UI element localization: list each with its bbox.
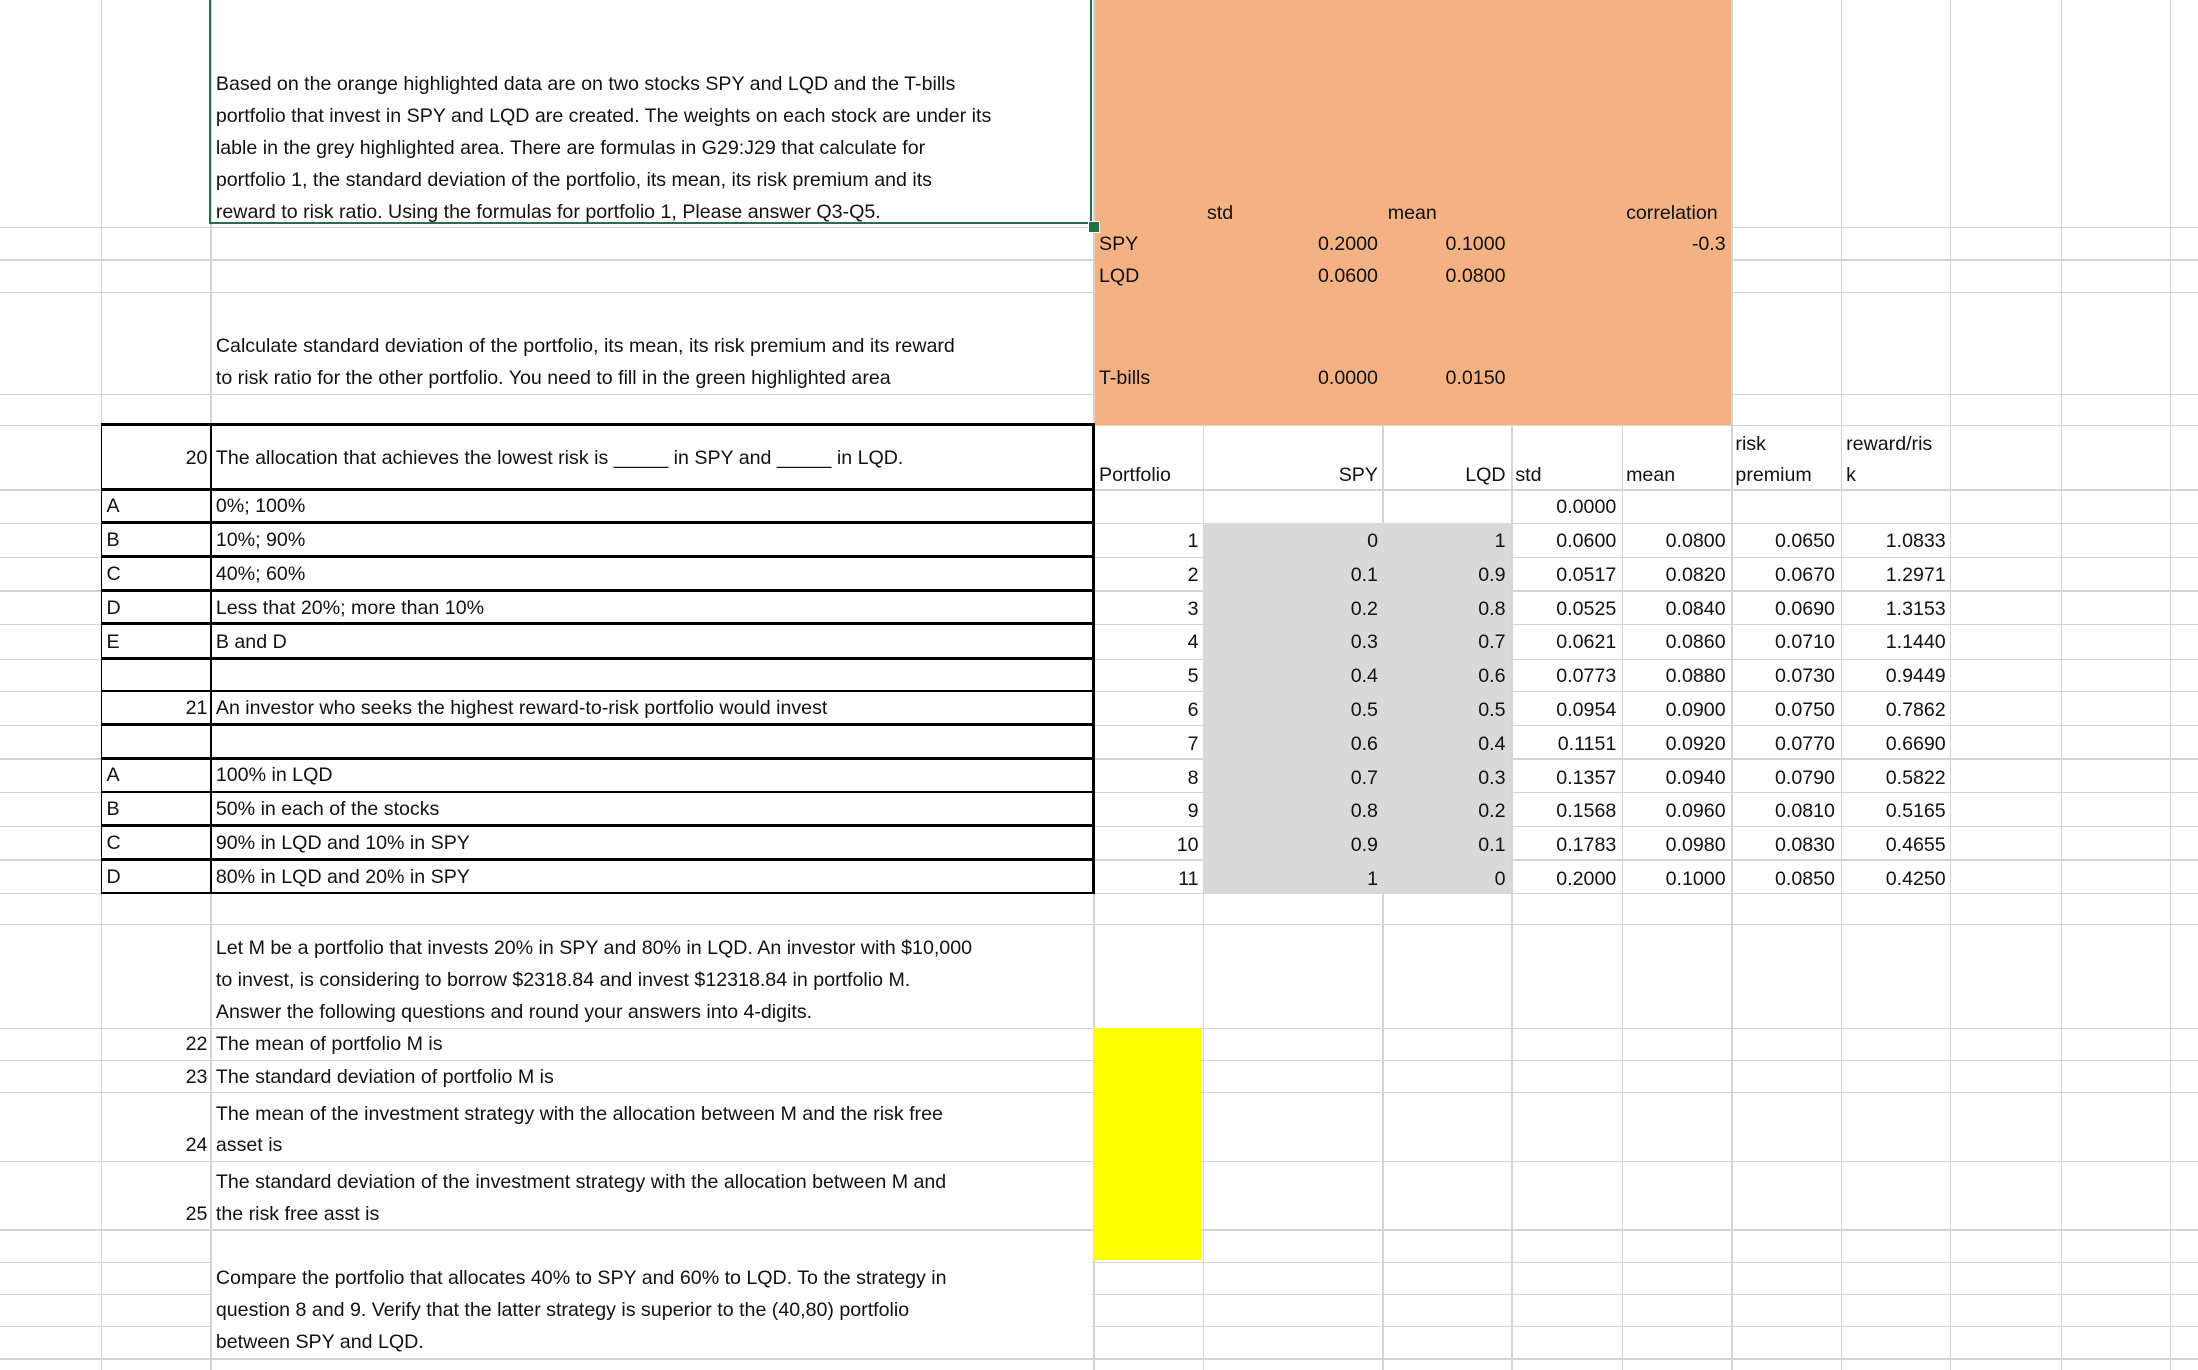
portfolio-mean: 0.0840 [1665,597,1726,620]
reward-risk-ratio: 1.3153 [1885,597,1946,620]
gridline-vertical [1731,0,1732,1370]
table-border [101,657,1095,660]
question-text: The standard deviation of the investment strategy with the allocation between M and [215,1170,947,1193]
spy-weight: 0.7 [1350,766,1378,789]
portfolio-mean: 0.0980 [1665,833,1726,856]
asset-std: 0.2000 [1317,232,1378,255]
correlation-value: -0.3 [1691,232,1726,255]
asset-name: T-bills [1099,367,1151,390]
portfolio-m-text-line: Let M be a portfolio that invests 20% in SPY and 80% in LQD. An investor with $10,000 [215,936,973,959]
question-number: 23 [185,1065,208,1088]
correlation-header: correlation [1626,201,1718,224]
reward-risk-ratio: 1.0833 [1885,529,1946,552]
gridline-vertical [1950,0,1951,1370]
portfolio-mean: 0.0880 [1665,665,1726,688]
portfolio-mean: 0.0860 [1665,631,1726,654]
option-text: 10%; 90% [215,528,306,551]
lqd-weight: 0.6 [1478,665,1506,688]
risk-premium: 0.0790 [1774,766,1835,789]
table-border [101,791,1095,794]
risk-premium: 0.0770 [1774,732,1835,755]
question-text: The mean of the investment strategy with the allocation between M and the risk free [215,1103,943,1126]
risk-premium-header: premium [1735,463,1812,486]
option-letter: B [106,528,120,551]
risk-premium: 0.0830 [1774,833,1835,856]
option-letter: A [106,763,120,786]
table-border [101,824,1095,827]
option-text: 90% in LQD and 10% in SPY [215,831,470,854]
reward-risk-ratio: 0.5165 [1885,800,1946,823]
option-letter: C [106,562,121,585]
option-text: 40%; 60% [215,562,306,585]
portfolio-number: 3 [1187,597,1199,620]
spy-weight: 0.8 [1350,800,1378,823]
portfolio-mean: 0.0900 [1665,698,1726,721]
reward-risk-header: k [1846,463,1856,486]
reward-risk-header: reward/ris [1846,433,1933,456]
option-text: 0%; 100% [215,494,306,517]
reward-risk-ratio: 0.4655 [1885,833,1946,856]
spy-weight: 0.6 [1350,732,1378,755]
compare-text-line: question 8 and 9. Verify that the latter strategy is superior to the (40,80) portfolio [215,1299,910,1322]
intro-text-line: portfolio 1, the standard deviation of the portfolio, its mean, its risk premium and its [215,168,932,191]
reward-risk-ratio: 1.2971 [1885,563,1946,586]
instructions-text-line: Calculate standard deviation of the portfolio, its mean, its risk premium and its reward [215,335,955,358]
portfolio-std: 0.1357 [1556,766,1617,789]
question-text: asset is [215,1134,283,1157]
portfolio-std: 0.2000 [1556,867,1617,890]
portfolio-mean: 0.1000 [1665,867,1726,890]
risk-premium: 0.0650 [1774,529,1835,552]
question-text: An investor who seeks the highest reward-to-risk portfolio would invest [215,696,828,719]
portfolio-number: 4 [1187,631,1199,654]
portfolio-std: 0.0954 [1556,698,1617,721]
lqd-weight-header: LQD [1465,463,1506,486]
portfolio-number: 11 [1178,867,1199,890]
reward-risk-ratio: 0.6690 [1885,732,1946,755]
table-border [101,555,1095,558]
intro-text-line: portfolio that invest in SPY and LQD are created. The weights on each stock are under its [215,104,992,127]
table-border [101,521,1095,524]
option-text: 80% in LQD and 20% in SPY [215,865,470,888]
spy-weight: 0.2 [1350,597,1378,620]
table-border [101,757,1095,760]
lqd-weight: 1 [1494,529,1506,552]
question-number: 20 [185,447,208,470]
option-letter: D [106,596,121,619]
asset-mean: 0.1000 [1445,232,1506,255]
portfolio-number: 10 [1176,833,1199,856]
table-border [1092,425,1095,893]
table-border [210,425,211,893]
table-border [101,723,1095,726]
risk-premium: 0.0690 [1774,597,1835,620]
risk-premium: 0.0730 [1774,665,1835,688]
table-border [101,423,1095,426]
table-border [101,892,1095,895]
lqd-weight: 0.3 [1478,766,1506,789]
gridline-vertical [2061,0,2062,1370]
risk-premium: 0.0810 [1774,800,1835,823]
intro-text-line: Based on the orange highlighted data are on two stocks SPY and LQD and the T-bills [215,72,956,95]
portfolio-mean: 0.0800 [1665,529,1726,552]
mean-header: mean [1626,463,1676,486]
lqd-weight: 0.4 [1478,732,1506,755]
option-letter: D [106,865,121,888]
risk-premium: 0.0750 [1774,698,1835,721]
gridline-horizontal [0,1358,2198,1359]
portfolio-mean: 0.0940 [1665,766,1726,789]
option-text: B and D [215,630,287,653]
asset-name: SPY [1099,232,1139,255]
reward-risk-ratio: 0.4250 [1885,867,1946,890]
highlight [1093,1028,1201,1261]
portfolio-mean: 0.0820 [1665,563,1726,586]
portfolio-std: 0.1151 [1557,732,1617,755]
option-letter: C [106,831,121,854]
spy-weight: 0.4 [1350,665,1378,688]
table-border [101,425,102,893]
option-letter: E [106,630,120,653]
gridline-vertical [1841,0,1842,1370]
question-number: 21 [185,696,208,719]
risk-premium: 0.0850 [1774,867,1835,890]
spy-weight: 0.1 [1350,563,1378,586]
portfolio-number: 5 [1187,665,1199,688]
question-number: 25 [185,1202,208,1225]
portfolio-std: 0.0621 [1556,631,1617,654]
portfolio-std: 0.1568 [1556,800,1617,823]
portfolio-number: 2 [1187,563,1199,586]
risk-premium: 0.0710 [1774,631,1835,654]
asset-std: 0.0000 [1317,367,1378,390]
portfolio-mean: 0.0960 [1665,800,1726,823]
reward-risk-ratio: 0.9449 [1885,665,1946,688]
reward-risk-ratio: 1.1440 [1885,631,1946,654]
spy-weight-header: SPY [1338,463,1378,486]
lqd-weight: 0.5 [1478,698,1506,721]
lqd-weight: 0.8 [1478,597,1506,620]
lqd-weight: 0.9 [1478,563,1506,586]
gridline-vertical [2170,0,2171,1370]
portfolio-header: Portfolio [1099,463,1171,486]
portfolio-std: 0.0517 [1556,563,1617,586]
instructions-text-line: to risk ratio for the other portfolio. You need to fill in the green highlighted area [215,367,891,390]
portfolio-number: 1 [1187,529,1199,552]
spy-weight: 0.9 [1350,833,1378,856]
mean-header: mean [1387,201,1437,224]
question-text: The allocation that achieves the lowest risk is _____ in SPY and _____ in LQD. [215,447,904,470]
option-letter: A [106,494,120,517]
reward-risk-ratio: 0.7862 [1885,698,1946,721]
portfolio-std: 0.1783 [1556,833,1617,856]
intro-text-line: lable in the grey highlighted area. There are formulas in G29:J29 that calculate for [215,136,926,159]
option-text: Less that 20%; more than 10% [215,596,485,619]
lqd-weight: 0.7 [1478,631,1506,654]
spy-weight: 0.5 [1350,698,1378,721]
table-border [101,690,1095,693]
table-border [101,488,1095,491]
compare-text-line: between SPY and LQD. [215,1331,424,1354]
lqd-weight: 0 [1494,867,1506,890]
option-letter: B [106,797,120,820]
question-number: 24 [185,1134,208,1157]
table-border [101,589,1095,592]
intro-text-line: reward to risk ratio. Using the formulas for portfolio 1, Please answer Q3-Q5. [215,200,881,223]
table-border [101,622,1095,625]
tbill-std-value: 0.0000 [1556,496,1617,519]
portfolio-m-text-line: to invest, is considering to borrow $2318.84 and invest $12318.84 in portfolio M. [215,968,911,991]
spy-weight: 0.3 [1350,631,1378,654]
table-border [101,858,1095,861]
portfolio-std: 0.0600 [1556,529,1617,552]
portfolio-mean: 0.0920 [1665,732,1726,755]
question-number: 22 [185,1033,208,1056]
option-text: 50% in each of the stocks [215,797,440,820]
std-header: std [1515,463,1542,486]
std-header: std [1206,201,1234,224]
spy-weight: 1 [1367,867,1378,890]
lqd-weight: 0.1 [1478,833,1506,856]
question-text: The mean of portfolio M is [215,1033,443,1056]
asset-mean: 0.0800 [1445,264,1506,287]
risk-premium-header: risk [1735,433,1766,456]
question-text: the risk free asst is [215,1202,380,1225]
compare-text-line: Compare the portfolio that allocates 40% to SPY and 60% to LQD. To the strategy in [215,1267,947,1290]
portfolio-std: 0.0525 [1556,597,1617,620]
portfolio-number: 7 [1187,732,1199,755]
spy-weight: 0 [1367,529,1378,552]
portfolio-number: 6 [1187,698,1199,721]
asset-name: LQD [1099,264,1140,287]
risk-premium: 0.0670 [1774,563,1835,586]
fill-handle[interactable] [1088,221,1100,233]
portfolio-std: 0.0773 [1556,665,1617,688]
portfolio-number: 9 [1187,800,1199,823]
asset-mean: 0.0150 [1445,367,1506,390]
portfolio-m-text-line: Answer the following questions and round your answers into 4-digits. [215,1000,813,1023]
portfolio-number: 8 [1187,766,1199,789]
asset-std: 0.0600 [1317,264,1378,287]
reward-risk-ratio: 0.5822 [1885,766,1946,789]
question-text: The standard deviation of portfolio M is [215,1065,554,1088]
option-text: 100% in LQD [215,763,333,786]
lqd-weight: 0.2 [1478,800,1506,823]
